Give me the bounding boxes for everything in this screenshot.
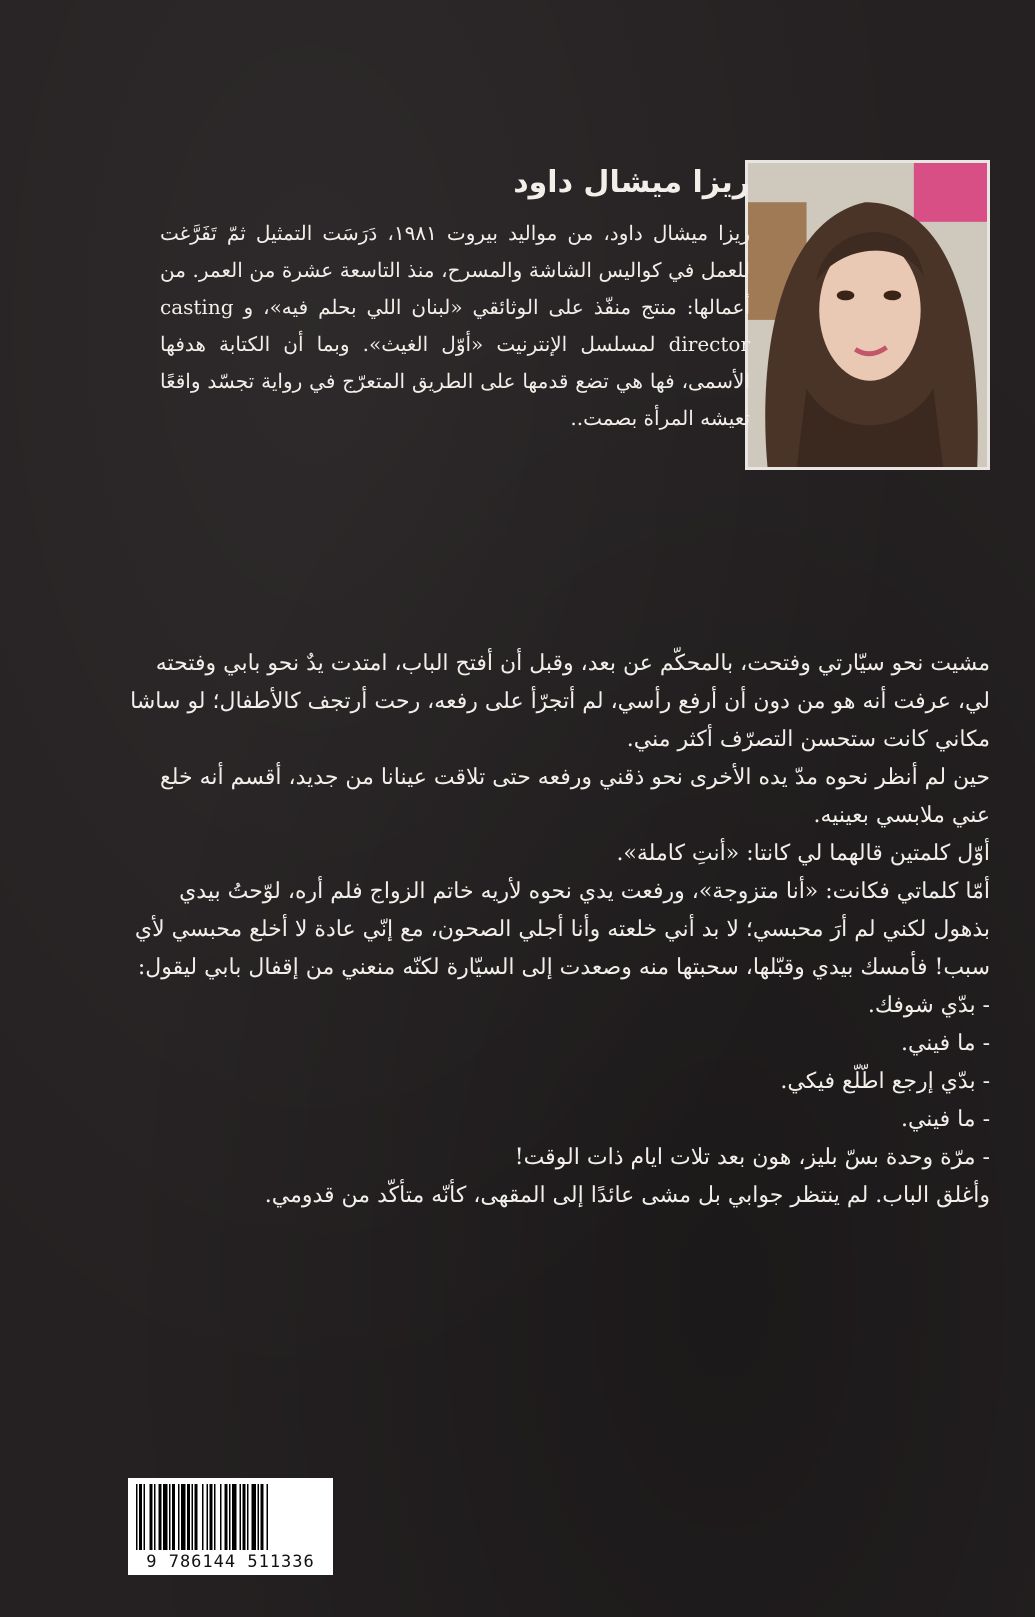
barcode-bar (247, 1484, 249, 1550)
barcode-bar (169, 1484, 171, 1550)
dialogue-line: - بدّي شوفك. (867, 993, 990, 1018)
barcode-bar (163, 1484, 168, 1550)
dialogue-line: - ما فيني. (900, 1107, 990, 1132)
barcode-bar (202, 1484, 204, 1550)
barcode-bar (243, 1484, 246, 1550)
barcode-bar (210, 1484, 213, 1550)
barcode-bar (136, 1484, 138, 1550)
author-photo (745, 160, 990, 470)
dialogue-line: - مرّة وحدة بسّ بليز، هون بعد تلات ايام ذات الوقت! (514, 1145, 990, 1170)
barcode-bar (261, 1484, 264, 1550)
barcode-bar (178, 1484, 180, 1550)
barcode-bar (181, 1484, 186, 1550)
excerpt-paragraph: حين لم أنظر نحوه مدّ يده الأخرى نحو ذقني ورفعه حتى تلاقت عينانا من جديد، أقسم أنه خلع عني ملابسي بعينيه. (160, 765, 990, 828)
barcode-bar (187, 1484, 190, 1550)
excerpt-paragraph: مشيت نحو سيّارتي وفتحت، بالمحكّم عن بعد، وقبل أن أفتح الباب، امتدت يدٌ نحو بابي وفتحته لي، عرفت أنه هو من دون أن أرفع رأسي، لم أتجرّأ على رفعه، رحت أرتجف كالأطفال؛ لو ساشا مكاني كانت ستحسن التصرّف أكثر مني. (130, 651, 990, 752)
dialogue-line: - ما فيني. (900, 1031, 990, 1056)
barcode-bar (214, 1484, 216, 1550)
author-name: ريزا ميشال داود (513, 165, 750, 200)
excerpt-paragraph: أمّا كلماتي فكانت: «أنا متزوجة»، ورفعت يدي نحوه لأريه خاتم الزواج فلم أره، لوّحتُ بيدي بذهول لكني لم أرَ محبسي؛ لا بد أني خلعته وأنا أجلي الصحون، مع إنّي عادة لا أخلع محبسي لأي سبب! فأمسك بيدي وقبّلها، سحبتها منه وصعدت إلى السيّارة لكنّه منعني من إقفال بابي ليقول: (134, 879, 990, 980)
excerpt-paragraph: أوّل كلمتين قالهما لي كانتا: «أنتِ كاملة». (616, 841, 990, 866)
barcode-bar (225, 1484, 228, 1550)
barcode-bar (172, 1484, 175, 1550)
excerpt-paragraph: وأغلق الباب. لم ينتظر جوابي بل مشى عائدًا إلى المقهى، كأنّه متأكّد من قدومي. (264, 1183, 990, 1208)
barcode-bar (150, 1484, 153, 1550)
isbn-number: 9 786144 511336 (146, 1552, 315, 1572)
barcode-bar (192, 1484, 194, 1550)
barcode-bar (159, 1484, 162, 1550)
barcode-bar (144, 1484, 146, 1550)
barcode-bar (252, 1484, 257, 1550)
barcode-bar (139, 1484, 142, 1550)
isbn-barcode (128, 1478, 333, 1575)
book-excerpt (128, 645, 990, 1215)
barcode-bar (220, 1484, 222, 1550)
barcode-bar (240, 1484, 242, 1550)
barcode-bars-icon (136, 1484, 325, 1550)
dialogue-line: - بدّي إرجع اطّلّع فيكي. (780, 1069, 990, 1094)
barcode-bar (232, 1484, 237, 1550)
barcode-bar (229, 1484, 231, 1550)
barcode-bar (207, 1484, 209, 1550)
barcode-bar (154, 1484, 156, 1550)
barcode-bar (195, 1484, 198, 1550)
barcode-bar (258, 1484, 260, 1550)
barcode-bar (267, 1484, 269, 1550)
author-bio: ريزا ميشال داود، من مواليد بيروت ١٩٨١، دَرَسَت التمثيل ثمّ تَفَرَّغت للعمل في كواليس الشاشة والمسرح، منذ التاسعة عشرة من العمر. من أعمالها: منتج منفّذ على الوثائقي «لبنان اللي بحلم فيه»، و casting director لمسلسل الإنترنيت «أوّل الغيث». وبما أن الكتابة هدفها الأسمى، فها هي تضع قدمها على الطريق المتعرّج في رواية تجسّد واقعًا تعيشه المرأة بصمت.. (160, 221, 750, 430)
